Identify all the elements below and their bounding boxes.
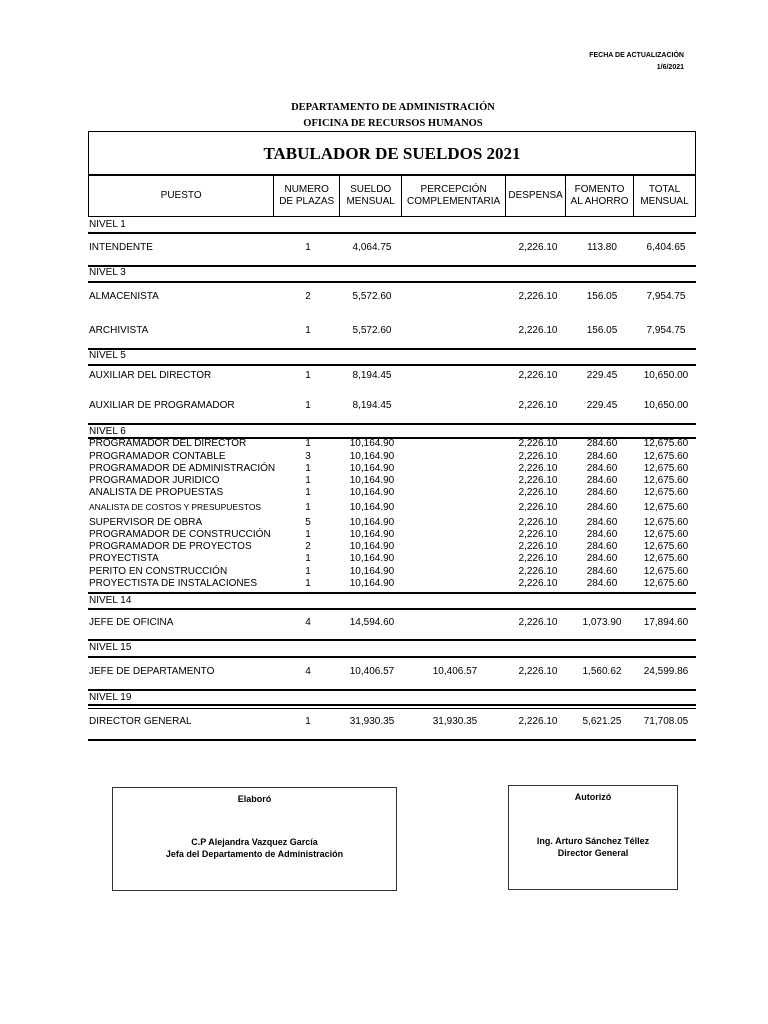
total-cell: 12,675.60: [643, 578, 689, 589]
sueldo-cell: 5,572.60: [352, 325, 392, 336]
sueldo-cell: 8,194.45: [352, 400, 392, 411]
puesto-cell: PROGRAMADOR DE CONSTRUCCIÓN: [89, 529, 271, 540]
despensa-cell: 2,226.10: [518, 553, 558, 564]
total-cell: 10,650.00: [643, 400, 689, 411]
plazas-cell: 1: [305, 529, 311, 540]
divider: [88, 708, 696, 709]
despensa-cell: 2,226.10: [518, 502, 558, 513]
despensa-cell: 2,226.10: [518, 438, 558, 449]
plazas-cell: 1: [305, 438, 311, 449]
sueldo-cell: 10,406.57: [349, 666, 395, 677]
fomento-cell: 284.60: [586, 451, 618, 462]
autorizo-label: Autorizó: [574, 792, 612, 802]
sueldo-cell: 8,194.45: [352, 370, 392, 381]
divider: [88, 689, 696, 691]
sueldo-cell: 10,164.90: [349, 566, 395, 577]
department-name: DEPARTAMENTO DE ADMINISTRACIÓN: [291, 102, 495, 113]
puesto-cell: ARCHIVISTA: [89, 325, 149, 336]
despensa-cell: 2,226.10: [518, 566, 558, 577]
plazas-cell: 1: [305, 502, 311, 513]
puesto-cell: AUXILIAR DEL DIRECTOR: [89, 370, 212, 381]
divider: [88, 704, 696, 706]
divider: [88, 739, 696, 741]
fomento-cell: 284.60: [586, 487, 618, 498]
divider: [88, 608, 696, 610]
update-date-block: [589, 50, 684, 74]
total-cell: 12,675.60: [643, 517, 689, 528]
sueldo-cell: 10,164.90: [349, 502, 395, 513]
despensa-cell: 2,226.10: [518, 475, 558, 486]
plazas-cell: 1: [305, 566, 311, 577]
total-cell: 7,954.75: [646, 291, 686, 302]
despensa-cell: 2,226.10: [518, 716, 558, 727]
puesto-cell: ANALISTA DE COSTOS Y PRESUPUESTOS: [89, 502, 262, 512]
puesto-cell: AUXILIAR DE PROGRAMADOR: [89, 400, 235, 411]
page-title: TABULADOR DE SUELDOS 2021: [263, 144, 521, 163]
puesto-cell: PROGRAMADOR CONTABLE: [89, 451, 226, 462]
fomento-cell: 5,621.25: [582, 716, 622, 727]
divider: [88, 364, 696, 366]
column-header-row: [88, 175, 696, 217]
divider: [88, 265, 696, 267]
sueldo-cell: 10,164.90: [349, 475, 395, 486]
elaboro-name: C.P Alejandra Vazquez García: [191, 837, 318, 847]
total-cell: 12,675.60: [643, 553, 689, 564]
fomento-cell: 113.80: [587, 242, 617, 253]
puesto-cell: PROYECTISTA DE INSTALACIONES: [89, 578, 257, 589]
plazas-cell: 2: [305, 291, 311, 302]
puesto-cell: JEFE DE DEPARTAMENTO: [89, 666, 215, 677]
col-despensa: DESPENSA: [506, 176, 566, 217]
total-cell: 17,894.60: [643, 617, 689, 628]
fomento-cell: 284.60: [586, 475, 618, 486]
despensa-cell: 2,226.10: [518, 517, 558, 528]
percepcion-cell: 10,406.57: [432, 666, 478, 677]
sueldo-cell: 10,164.90: [349, 553, 395, 564]
puesto-cell: PROYECTISTA: [89, 553, 159, 564]
puesto-cell: SUPERVISOR DE OBRA: [89, 517, 203, 528]
total-cell: 10,650.00: [643, 370, 689, 381]
despensa-cell: 2,226.10: [518, 325, 558, 336]
plazas-cell: 1: [305, 370, 311, 381]
col-percepcion: PERCEPCIÓN COMPLEMENTARIA: [402, 176, 506, 217]
autorizo-name: Ing. Arturo Sánchez Téllez: [536, 836, 650, 846]
plazas-cell: 1: [305, 716, 311, 727]
plazas-cell: 1: [305, 475, 311, 486]
plazas-cell: 4: [305, 617, 311, 628]
fomento-cell: 229.45: [586, 370, 618, 381]
fomento-cell: 284.60: [586, 529, 618, 540]
fomento-cell: 284.60: [586, 517, 618, 528]
col-sueldo-mensual: SUELDO MENSUAL: [340, 176, 402, 217]
plazas-cell: 1: [305, 487, 311, 498]
total-cell: 6,404.65: [646, 242, 686, 253]
total-cell: 12,675.60: [643, 502, 689, 513]
percepcion-cell: 31,930.35: [432, 716, 478, 727]
sueldo-cell: 10,164.90: [349, 529, 395, 540]
sueldo-cell: 10,164.90: [349, 451, 395, 462]
total-cell: 12,675.60: [643, 451, 689, 462]
plazas-cell: 1: [305, 242, 311, 253]
plazas-cell: 2: [305, 541, 311, 552]
total-cell: 24,599.86: [643, 666, 689, 677]
total-cell: 12,675.60: [643, 438, 689, 449]
fomento-cell: 156.05: [586, 291, 618, 302]
col-fomento-ahorro: FOMENTO AL AHORRO: [566, 176, 634, 217]
sueldo-cell: 10,164.90: [349, 541, 395, 552]
divider: [88, 281, 696, 283]
total-cell: 12,675.60: [643, 487, 689, 498]
divider: [88, 232, 696, 234]
total-cell: 7,954.75: [646, 325, 686, 336]
col-numero-plazas: NUMERO DE PLAZAS: [274, 176, 340, 217]
elaboro-role: Jefa del Departamento de Administración: [165, 849, 344, 859]
plazas-cell: 1: [305, 578, 311, 589]
update-date-label: FECHA DE ACTUALIZACIÓN: [589, 52, 684, 59]
despensa-cell: 2,226.10: [518, 291, 558, 302]
despensa-cell: 2,226.10: [518, 463, 558, 474]
fomento-cell: 284.60: [586, 578, 618, 589]
puesto-cell: PERITO EN CONSTRUCCIÓN: [89, 566, 228, 577]
fomento-cell: 284.60: [586, 541, 618, 552]
total-cell: 12,675.60: [643, 529, 689, 540]
fomento-cell: 284.60: [586, 463, 618, 474]
puesto-cell: PROGRAMADOR DEL DIRECTOR: [89, 438, 247, 449]
sueldo-cell: 5,572.60: [352, 291, 392, 302]
despensa-cell: 2,226.10: [518, 451, 558, 462]
plazas-cell: 5: [305, 517, 311, 528]
divider: [88, 348, 696, 350]
despensa-cell: 2,226.10: [518, 487, 558, 498]
despensa-cell: 2,226.10: [518, 242, 558, 253]
divider: [88, 639, 696, 641]
update-date-value: 1/6/2021: [656, 64, 684, 71]
total-cell: 12,675.60: [643, 475, 689, 486]
fomento-cell: 284.60: [586, 438, 618, 449]
plazas-cell: 3: [305, 451, 311, 462]
despensa-cell: 2,226.10: [518, 578, 558, 589]
fomento-cell: 1,073.90: [582, 617, 622, 628]
col-puesto: PUESTO: [89, 176, 274, 217]
puesto-cell: PROGRAMADOR DE PROYECTOS: [89, 541, 252, 552]
sueldo-cell: 10,164.90: [349, 463, 395, 474]
sueldo-cell: 14,594.60: [349, 617, 395, 628]
plazas-cell: 4: [305, 666, 311, 677]
plazas-cell: 1: [305, 400, 311, 411]
divider: [88, 656, 696, 658]
plazas-cell: 1: [305, 553, 311, 564]
plazas-cell: 1: [305, 325, 311, 336]
total-cell: 71,708.05: [643, 716, 689, 727]
total-cell: 12,675.60: [643, 541, 689, 552]
sueldo-cell: 4,064.75: [352, 242, 392, 253]
despensa-cell: 2,226.10: [518, 617, 558, 628]
sueldo-cell: 10,164.90: [349, 438, 395, 449]
autorizo-box: [508, 785, 678, 890]
puesto-cell: INTENDENTE: [89, 242, 153, 253]
puesto-cell: PROGRAMADOR DE ADMINISTRACIÓN: [89, 463, 276, 474]
despensa-cell: 2,226.10: [518, 666, 558, 677]
fomento-cell: 284.60: [586, 502, 618, 513]
sueldo-cell: 10,164.90: [349, 517, 395, 528]
office-name: OFICINA DE RECURSOS HUMANOS: [303, 118, 483, 129]
divider: [88, 592, 696, 594]
sueldo-cell: 10,164.90: [349, 487, 395, 498]
despensa-cell: 2,226.10: [518, 541, 558, 552]
despensa-cell: 2,226.10: [518, 529, 558, 540]
sueldo-cell: 31,930.35: [349, 716, 395, 727]
puesto-cell: ALMACENISTA: [89, 291, 159, 302]
puesto-cell: PROGRAMADOR JURIDICO: [89, 475, 220, 486]
total-cell: 12,675.60: [643, 566, 689, 577]
despensa-cell: 2,226.10: [518, 400, 558, 411]
autorizo-role: Director General: [557, 848, 629, 858]
col-total-mensual: TOTAL MENSUAL: [634, 176, 696, 217]
divider: [88, 423, 696, 425]
total-cell: 12,675.60: [643, 463, 689, 474]
fomento-cell: 284.60: [586, 553, 618, 564]
plazas-cell: 1: [305, 463, 311, 474]
fomento-cell: 156.05: [586, 325, 618, 336]
elaboro-label: Elaboró: [237, 794, 272, 804]
fomento-cell: 229.45: [586, 400, 618, 411]
fomento-cell: 1,560.62: [582, 666, 622, 677]
sueldo-cell: 10,164.90: [349, 578, 395, 589]
puesto-cell: ANALISTA DE PROPUESTAS: [89, 487, 224, 498]
puesto-cell: JEFE DE OFICINA: [89, 617, 174, 628]
fomento-cell: 284.60: [586, 566, 618, 577]
puesto-cell: DIRECTOR GENERAL: [89, 716, 192, 727]
despensa-cell: 2,226.10: [518, 370, 558, 381]
elaboro-box: [112, 787, 397, 891]
